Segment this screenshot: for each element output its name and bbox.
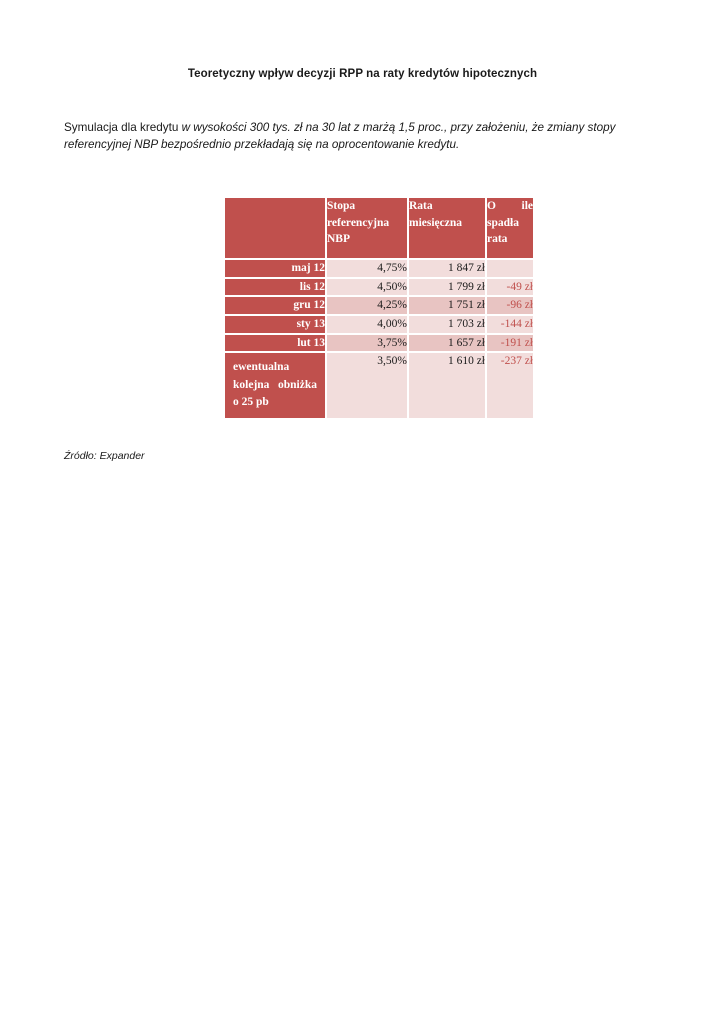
row-label: gru 12: [225, 297, 325, 314]
row-label: lis 12: [225, 279, 325, 296]
row-label-line2-word1: kolejna: [233, 378, 270, 391]
cell-stopa: 3,75%: [327, 335, 407, 352]
header-rata-line2: miesięczna: [409, 216, 463, 229]
cell-spadek: -96 zł: [487, 297, 533, 314]
row-label-line2-word2: obniżka: [278, 378, 317, 391]
row-label: lut 13: [225, 335, 325, 352]
table-row: [225, 297, 533, 314]
row-label-line1: ewentualna: [233, 361, 290, 374]
header-cell-stopa: [327, 198, 407, 258]
intro-lead-text: Symulacja dla kredytu: [64, 121, 182, 134]
source-note: Źródło: Expander: [64, 450, 145, 462]
header-cell-rata: [409, 198, 485, 258]
header-cell-blank: [225, 198, 325, 258]
table-row: [225, 335, 533, 352]
row-label: [225, 353, 325, 418]
cell-rata: 1 703 zł: [409, 316, 485, 333]
row-label-line3: o 25 pb: [233, 395, 269, 408]
cell-stopa: 4,25%: [327, 297, 407, 314]
cell-spadek: -237 zł: [487, 353, 533, 418]
cell-spadek: -144 zł: [487, 316, 533, 333]
cell-spadek: -49 zł: [487, 279, 533, 296]
header-spadek-line2: spadła: [487, 216, 519, 229]
table-header-row: [225, 198, 533, 258]
cell-rata: 1 610 zł: [409, 353, 485, 418]
cell-spadek: -191 zł: [487, 335, 533, 352]
cell-stopa: 4,00%: [327, 316, 407, 333]
cell-rata: 1 657 zł: [409, 335, 485, 352]
cell-rata: 1 847 zł: [409, 260, 485, 277]
cell-rata: 1 751 zł: [409, 297, 485, 314]
row-label: maj 12: [225, 260, 325, 277]
header-stopa-line2: referencyjna: [327, 216, 390, 229]
table-row: [225, 316, 533, 333]
simulation-table: [223, 196, 535, 420]
row-label: sty 13: [225, 316, 325, 333]
header-spadek-word-o: O: [487, 200, 496, 212]
header-spadek-line3: rata: [487, 233, 508, 246]
header-spadek-line1: [487, 198, 533, 215]
header-cell-spadek: [487, 198, 533, 258]
table-row: [225, 353, 533, 418]
cell-rata: 1 799 zł: [409, 279, 485, 296]
row-label-line2: [233, 377, 317, 394]
cell-stopa: 3,50%: [327, 353, 407, 418]
header-rata-line1: Rata: [409, 200, 433, 212]
intro-paragraph: [64, 120, 664, 154]
table-row: [225, 260, 533, 277]
cell-stopa: 4,75%: [327, 260, 407, 277]
page-title: Teoretyczny wpływ decyzji RPP na raty kredytów hipotecznych: [187, 68, 538, 80]
header-stopa-line3: NBP: [327, 233, 350, 246]
header-spadek-word-ile: ile: [521, 200, 533, 212]
intro-italic-text: w wysokości 300 tys. zł na 30 lat z marżą 1,5 proc., przy założeniu, że zmiany stopy referencyjnej NBP bezpośrednio przekładają się na oprocentowanie kredytu.: [64, 121, 616, 151]
cell-stopa: 4,50%: [327, 279, 407, 296]
cell-spadek: [487, 260, 533, 277]
table-row: [225, 279, 533, 296]
header-stopa-line1: Stopa: [327, 200, 356, 212]
